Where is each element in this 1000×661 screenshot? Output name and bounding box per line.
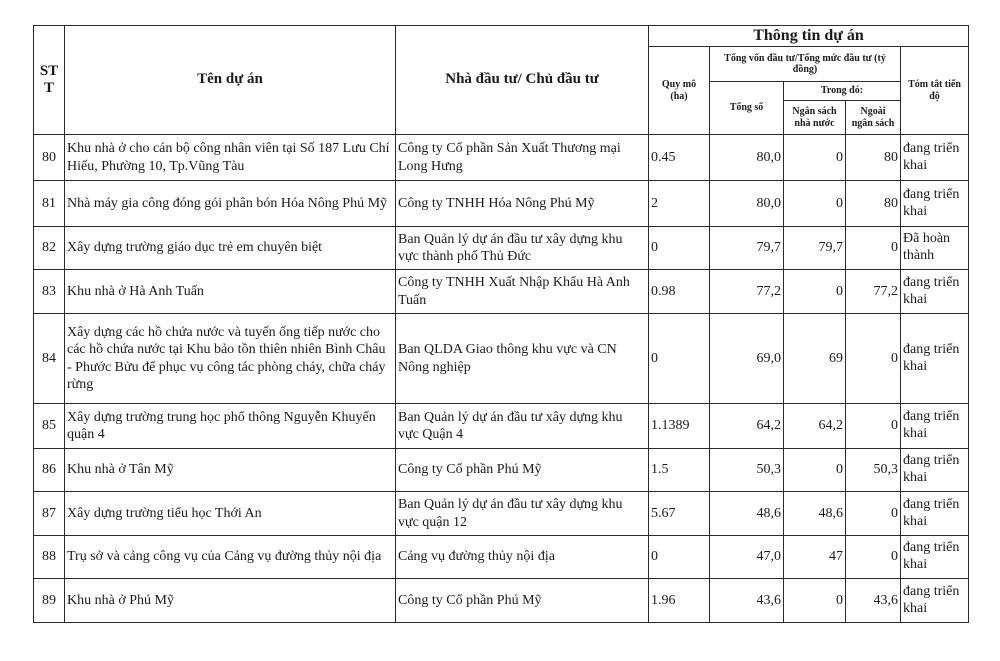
cell-state-budget: 64,2: [784, 404, 846, 449]
table-row: [34, 579, 969, 623]
cell-project-name: Xây dựng trường giáo dục trẻ em chuyên biệt: [65, 227, 396, 270]
cell-scale: 1.1389: [649, 404, 710, 449]
cell-non-budget: 0: [846, 536, 901, 579]
cell-state-budget: 0: [784, 579, 846, 623]
cell-total: 43,6: [710, 579, 784, 623]
cell-state-budget: 79,7: [784, 227, 846, 270]
cell-stt: 88: [34, 536, 65, 579]
cell-state-budget: 0: [784, 270, 846, 314]
cell-state-budget: 0: [784, 135, 846, 181]
cell-state-budget: 0: [784, 181, 846, 227]
cell-non-budget: 77,2: [846, 270, 901, 314]
header-project-info: Thông tin dự án: [649, 26, 969, 47]
cell-status: đang triển khai: [901, 492, 969, 536]
header-state-budget: Ngân sách nhà nước: [784, 101, 846, 135]
cell-scale: 2: [649, 181, 710, 227]
project-table: [33, 25, 969, 623]
cell-non-budget: 0: [846, 492, 901, 536]
cell-state-budget: 69: [784, 314, 846, 404]
cell-investor: Công ty Cổ phần Phú Mỹ: [396, 579, 649, 623]
header-progress-summary: Tóm tắt tiến độ: [901, 47, 969, 135]
table-row: [34, 270, 969, 314]
cell-investor: Ban Quản lý dự án đầu tư xây dựng khu vực thành phố Thủ Đức: [396, 227, 649, 270]
table-body: [34, 135, 969, 623]
table-row: [34, 492, 969, 536]
cell-status: đang triển khai: [901, 270, 969, 314]
cell-stt: 83: [34, 270, 65, 314]
cell-status: đang triển khai: [901, 579, 969, 623]
cell-total: 69,0: [710, 314, 784, 404]
cell-stt: 80: [34, 135, 65, 181]
cell-non-budget: 80: [846, 135, 901, 181]
header-scale: Quy mô (ha): [649, 47, 710, 135]
cell-project-name: Xây dựng các hồ chứa nước và tuyến ống tiếp nước cho các hồ chứa nước tại Khu bảo tồn thiên nhiên Bình Châu - Phước Bửu để phục vụ công tác phòng cháy, chữa cháy rừng: [65, 314, 396, 404]
cell-stt: 86: [34, 449, 65, 492]
cell-non-budget: 0: [846, 404, 901, 449]
cell-scale: 1.5: [649, 449, 710, 492]
cell-total: 79,7: [710, 227, 784, 270]
cell-stt: 82: [34, 227, 65, 270]
cell-project-name: Nhà máy gia công đóng gói phân bón Hóa Nông Phú Mỹ: [65, 181, 396, 227]
cell-stt: 87: [34, 492, 65, 536]
cell-non-budget: 43,6: [846, 579, 901, 623]
cell-state-budget: 47: [784, 536, 846, 579]
cell-stt: 81: [34, 181, 65, 227]
cell-total: 50,3: [710, 449, 784, 492]
cell-non-budget: 0: [846, 314, 901, 404]
cell-investor: Ban QLDA Giao thông khu vực và CN Nông nghiệp: [396, 314, 649, 404]
cell-project-name: Xây dựng trường tiểu học Thới An: [65, 492, 396, 536]
table-header: [34, 26, 969, 135]
cell-stt: 84: [34, 314, 65, 404]
cell-status: đang triển khai: [901, 449, 969, 492]
cell-total: 64,2: [710, 404, 784, 449]
table-row: [34, 314, 969, 404]
cell-scale: 5.67: [649, 492, 710, 536]
cell-stt: 89: [34, 579, 65, 623]
cell-status: đang triển khai: [901, 404, 969, 449]
cell-scale: 0: [649, 227, 710, 270]
header-stt: STT: [34, 26, 65, 135]
cell-scale: 0.45: [649, 135, 710, 181]
cell-status: đang triển khai: [901, 181, 969, 227]
cell-status: đang triển khai: [901, 536, 969, 579]
header-investor: Nhà đầu tư/ Chủ đầu tư: [396, 26, 649, 135]
cell-scale: 0.98: [649, 270, 710, 314]
cell-scale: 1.96: [649, 579, 710, 623]
cell-non-budget: 80: [846, 181, 901, 227]
cell-scale: 0: [649, 314, 710, 404]
cell-project-name: Trụ sở và cảng công vụ của Cảng vụ đường thủy nội địa: [65, 536, 396, 579]
cell-total: 47,0: [710, 536, 784, 579]
cell-non-budget: 0: [846, 227, 901, 270]
cell-project-name: Xây dựng trường trung học phổ thông Nguyễn Khuyến quận 4: [65, 404, 396, 449]
table-row: [34, 536, 969, 579]
cell-non-budget: 50,3: [846, 449, 901, 492]
cell-investor: Ban Quản lý dự án đầu tư xây dựng khu vực Quận 4: [396, 404, 649, 449]
cell-total: 48,6: [710, 492, 784, 536]
cell-investor: Ban Quản lý dự án đầu tư xây dựng khu vực quận 12: [396, 492, 649, 536]
header-total: Tổng số: [710, 82, 784, 135]
header-non-budget: Ngoài ngân sách: [846, 101, 901, 135]
cell-scale: 0: [649, 536, 710, 579]
cell-investor: Công ty TNHH Hóa Nông Phú Mỹ: [396, 181, 649, 227]
cell-investor: Cảng vụ đường thủy nội địa: [396, 536, 649, 579]
cell-project-name: Khu nhà ở cho cán bộ công nhân viên tại Số 187 Lưu Chí Hiếu, Phường 10, Tp.Vũng Tàu: [65, 135, 396, 181]
cell-total: 80,0: [710, 181, 784, 227]
table-row: [34, 181, 969, 227]
cell-status: đang triển khai: [901, 135, 969, 181]
cell-investor: Công ty Cổ phần Sản Xuất Thương mại Long Hưng: [396, 135, 649, 181]
header-project-name: Tên dự án: [65, 26, 396, 135]
table-row: [34, 449, 969, 492]
cell-state-budget: 48,6: [784, 492, 846, 536]
cell-investor: Công ty TNHH Xuất Nhập Khẩu Hà Anh Tuấn: [396, 270, 649, 314]
cell-project-name: Khu nhà ở Phú Mỹ: [65, 579, 396, 623]
cell-stt: 85: [34, 404, 65, 449]
cell-total: 77,2: [710, 270, 784, 314]
cell-project-name: Khu nhà ở Hà Anh Tuấn: [65, 270, 396, 314]
cell-total: 80,0: [710, 135, 784, 181]
cell-status: Đã hoàn thành: [901, 227, 969, 270]
header-of-which: Trong đó:: [784, 82, 901, 101]
cell-investor: Công ty Cổ phần Phú Mỹ: [396, 449, 649, 492]
table-row: [34, 135, 969, 181]
header-total-capital: Tổng vốn đầu tư/Tổng mức đầu tư (tỷ đồng): [710, 47, 901, 82]
table-row: [34, 227, 969, 270]
cell-state-budget: 0: [784, 449, 846, 492]
cell-status: đang triển khai: [901, 314, 969, 404]
cell-project-name: Khu nhà ở Tân Mỹ: [65, 449, 396, 492]
table-row: [34, 404, 969, 449]
